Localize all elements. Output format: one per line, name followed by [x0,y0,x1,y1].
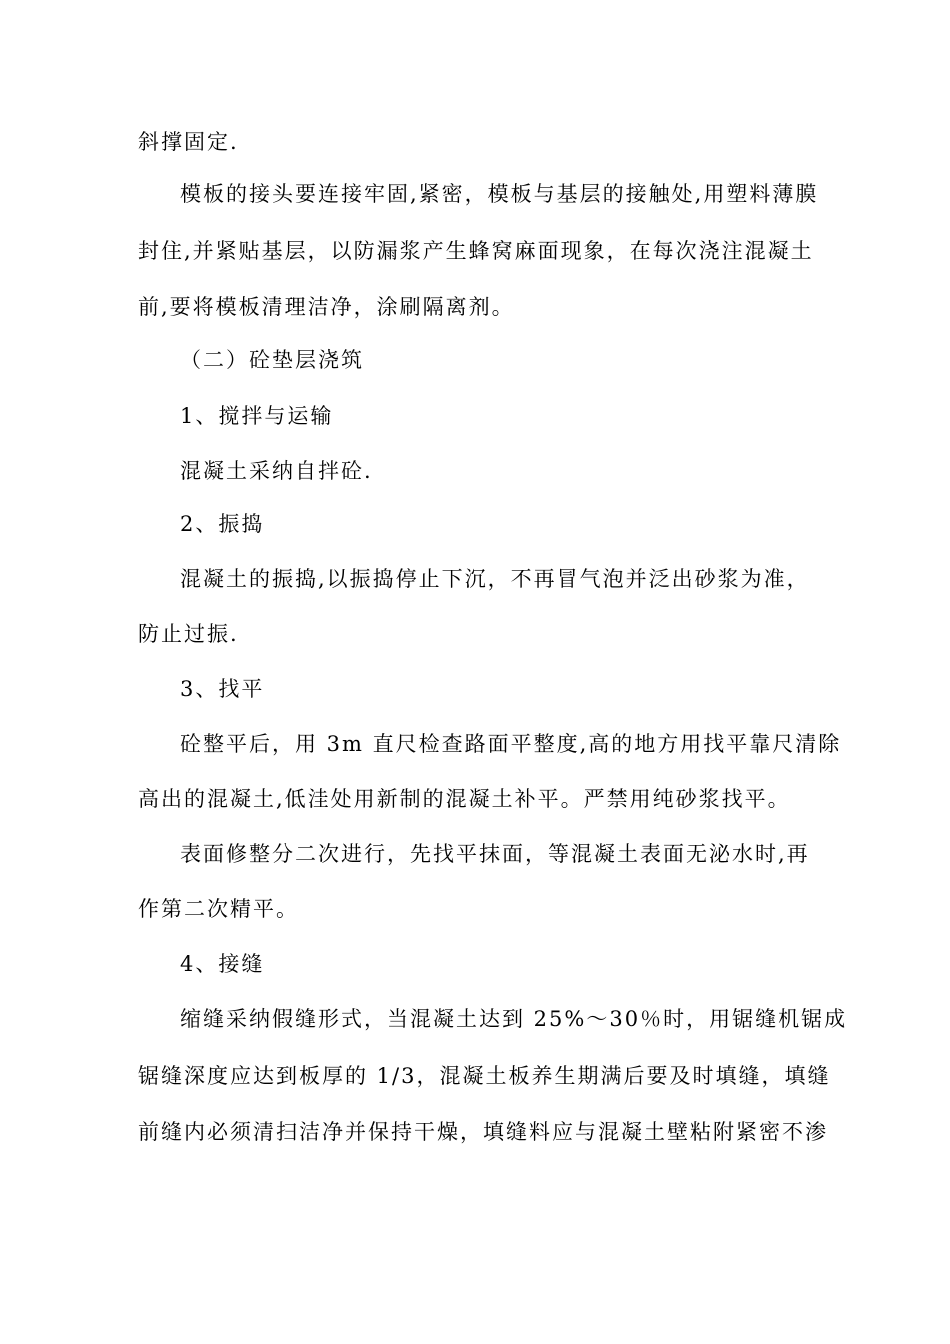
subsection-heading: 1、搅拌与运输 [180,404,334,428]
text-line: 前,要将模板清理洁净，涂刷隔离剂。 [138,295,515,319]
paragraph-line: 混凝土的振捣,以振捣停止下沉，不再冒气泡并泛出砂浆为准， [180,567,810,591]
text-line: 斜撑固定. [138,130,239,154]
paragraph-line: 混凝土采纳自拌砼. [180,459,373,483]
text-line: 封住,并紧贴基层，以防漏浆产生蜂窝麻面现象，在每次浇注混凝土 [138,239,814,263]
subsection-heading: 4、接缝 [180,952,265,976]
subsection-heading: 2、振捣 [180,512,265,536]
text-line: 锯缝深度应达到板厚的 1/3，混凝土板养生期满后要及时填缝，填缝 [138,1064,831,1088]
text-line: 高出的混凝土,低洼处用新制的混凝土补平。严禁用纯砂浆找平。 [138,787,791,811]
text-line: 防止过振. [138,622,239,646]
paragraph-line: 表面修整分二次进行，先找平抹面，等混凝土表面无泌水时,再 [180,842,810,866]
paragraph-line: 砼整平后，用 3m 直尺检查路面平整度,高的地方用找平靠尺清除 [180,732,842,756]
text-line: 作第二次精平。 [138,897,299,921]
paragraph-line: 模板的接头要连接牢固,紧密，模板与基层的接触处,用塑料薄膜 [180,182,819,206]
text-line: 前缝内必须清扫洁净并保持干燥，填缝料应与混凝土壁粘附紧密不渗 [138,1120,828,1144]
section-heading: （二）砼垫层浇筑 [180,348,364,372]
paragraph-line: 缩缝采纳假缝形式，当混凝土达到 25%～30％时，用锯缝机锯成 [180,1007,848,1031]
subsection-heading: 3、找平 [180,677,265,701]
